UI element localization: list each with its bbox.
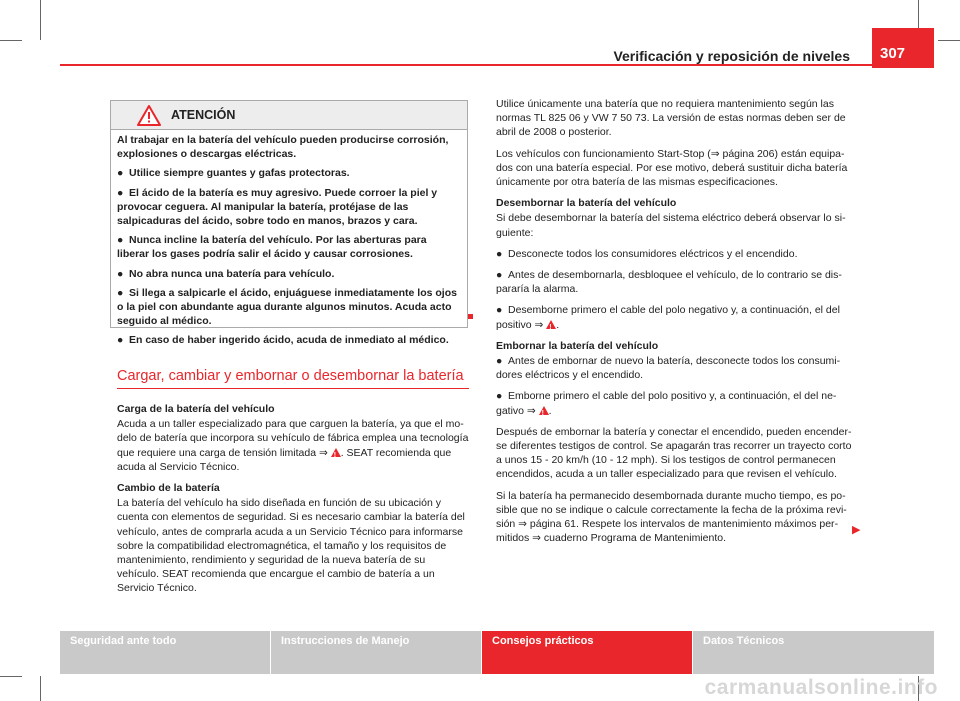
- paragraph: Utilice únicamente una batería que no requiera mantenimiento según las normas TL 825 06 y VW 7 50 73. La versión de estas normas deben ser de abril de 2008 o posterior.: [496, 98, 846, 139]
- paragraph: La batería del vehículo ha sido diseñada en función de su ubicación y cuenta con elementos de seguridad. Si es necesario cambiar la batería del vehículo, antes de comprarla acuda a un Servicio Técnico para informarse sobre la compatibilidad electromagnética, el tamaño y los requisitos de mantenimiento, rendimiento y seguridad de la nueva batería de su vehículo. SEAT recomienda que encargue el cambio de batería a un Servicio Técnico.: [117, 497, 465, 595]
- footer-tab-consejos[interactable]: Consejos prácticos: [482, 631, 692, 674]
- warning-box: [110, 100, 468, 347]
- list-item: ● Antes de desembornarla, desbloquee el vehículo, de lo contrario se dispararía la alarma.: [496, 269, 842, 296]
- list-item: ● Emborne primero el cable del polo positivo y, a continuación, el del negativo ⇒ ! .: [496, 389, 854, 417]
- crop-mark: [40, 676, 41, 701]
- header-rule: [60, 64, 872, 66]
- list-item: ● Desconecte todos los consumidores eléctricos y el encendido.: [496, 247, 798, 260]
- watermark: carmanualsonline.info: [704, 676, 938, 699]
- subheading: Embornar la batería del vehículo: [496, 339, 659, 352]
- crop-mark: [40, 0, 41, 40]
- footer-tab-instrucciones[interactable]: Instrucciones de Manejo: [271, 631, 481, 674]
- warning-item: ● En caso de haber ingerido ácido, acuda de inmediato al médico.: [117, 334, 449, 347]
- warning-item: ● Si llega a salpicarle el ácido, enjuáguese inmediatamente los ojos o la piel con abundante agua durante algunos minutos. Acuda acto seguido al médico.: [117, 286, 457, 328]
- warning-body: [111, 130, 467, 348]
- paragraph: Acuda a un taller especializado para que carguen la batería, ya que el modelo de batería que incorpora su vehículo de fábrica emplea una tecnología que requiere una carga de tensión limitada ⇒ ! . SEAT recomienda que acuda al Servicio Técnico.: [117, 417, 469, 474]
- footer-tab-seguridad[interactable]: Seguridad ante todo: [60, 631, 270, 674]
- warning-item: ● Utilice siempre guantes y gafas protectoras.: [117, 167, 350, 180]
- paragraph: Si la batería ha permanecido desembornada durante mucho tiempo, es posible que no se indique o calcule correctamente la fecha de la próxima revisión ⇒ página 61. Respete los intervalos de mantenimiento máximos permitidos ⇒ cuaderno Programa de Mantenimiento.: [496, 489, 847, 545]
- warning-triangle-icon: [137, 105, 161, 126]
- warning-ref-icon[interactable]: [546, 320, 556, 329]
- crop-mark: [0, 676, 22, 677]
- paragraph: Después de embornar la batería y conectar el encendido, pueden encenderse diferentes testigos de control. Se apagarán tras recorrer un trayecto corto a unos 15 - 20 km/h (10 - 12 mph). Si los testigos de control permanecen encendidos, acuda a un taller especializado para que revisen el vehículo.: [496, 425, 852, 481]
- section-title: Cargar, cambiar y embornar o desembornar la batería: [117, 368, 469, 389]
- subheading: Carga de la batería del vehículo: [117, 403, 275, 415]
- subheading: Cambio de la batería: [117, 482, 220, 495]
- running-header: Verificación y reposición de niveles: [613, 48, 850, 64]
- warning-header: [111, 101, 467, 130]
- paragraph: Si debe desembornar la batería del sistema eléctrico deberá observar lo siguiente:: [496, 212, 846, 239]
- list-item: ● Antes de embornar de nuevo la batería, desconecte todos los consumidores eléctricos y el encendido.: [496, 355, 841, 382]
- page-number: 307: [872, 28, 934, 68]
- list-item: ● Desemborne primero el cable del polo negativo y, a continuación, el del positivo ⇒ ! .: [496, 303, 854, 331]
- warning-intro: Al trabajar en la batería del vehículo pueden producirse corrosión, explosiones o descargas eléctricas.: [117, 134, 449, 161]
- crop-mark: [938, 40, 960, 41]
- warning-ref-icon[interactable]: [331, 448, 341, 457]
- warning-ref-icon[interactable]: [539, 406, 549, 415]
- crop-mark: [0, 40, 22, 41]
- warning-item: ● El ácido de la batería es muy agresivo. Puede corroer la piel y provocar ceguera. Al manipular la batería, protéjase de las salpicaduras del ácido, sobre todo en manos, brazos y cara.: [117, 186, 438, 228]
- left-column: [117, 402, 469, 603]
- footer-tab-datos[interactable]: Datos Técnicos: [693, 631, 934, 674]
- warning-item: ● No abra nunca una batería para vehículo.: [117, 267, 335, 280]
- right-column: [496, 97, 854, 552]
- continue-arrow-icon: ▶: [852, 524, 861, 536]
- subheading: Desembornar la batería del vehículo: [496, 197, 677, 210]
- warning-title: ATENCIÓN: [171, 108, 236, 122]
- warning-item: ● Nunca incline la batería del vehículo. Por las aberturas para liberar los gases podría salir el ácido y causar corrosiones.: [117, 234, 427, 261]
- paragraph: Los vehículos con funcionamiento Start-Stop (⇒ página 206) están equipados con una batería especial. Por ese motivo, deberá sustituir dicha batería únicamente por otra batería de las mismas especificaciones.: [496, 147, 848, 189]
- end-mark-icon: [468, 314, 473, 319]
